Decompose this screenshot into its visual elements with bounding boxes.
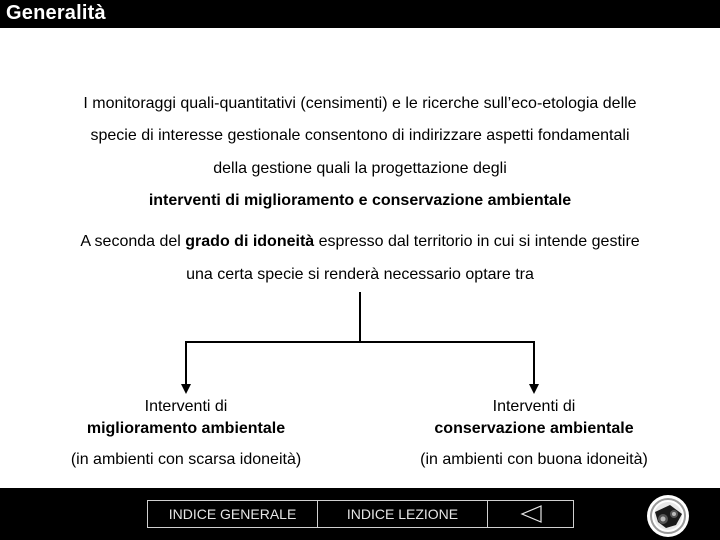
triangle-left-icon xyxy=(520,504,544,524)
footer-bar xyxy=(0,488,720,540)
intro-highlight: interventi di miglioramento e conservazione ambientale xyxy=(148,192,572,209)
branch-title: Interventi di xyxy=(492,398,576,415)
choice-highlight: grado di idoneità xyxy=(185,233,315,250)
index-lesson-label: INDICE LEZIONE xyxy=(346,506,459,522)
branch-title: Interventi di xyxy=(144,398,228,415)
arrow-down-icon xyxy=(529,384,539,394)
intro-line-1: I monitoraggi quali-quantitativi (censimenti) e le ricerche sull’eco-etologia delle xyxy=(83,95,637,112)
branch-subtitle: conservazione ambientale xyxy=(434,420,634,437)
index-lesson-button[interactable] xyxy=(317,500,488,528)
choice-text-pre: A seconda del xyxy=(80,233,186,250)
branch-miglioramento xyxy=(36,396,336,471)
branch-note: (in ambienti con scarsa idoneità) xyxy=(70,451,302,468)
binoculars-logo-icon xyxy=(646,494,690,538)
branch-conservazione xyxy=(384,396,684,471)
intro-line-3: della gestione quali la progettazione degli xyxy=(213,160,507,177)
branch-note: (in ambienti con buona idoneità) xyxy=(420,451,648,468)
index-general-button[interactable] xyxy=(147,500,318,528)
arrow-down-icon xyxy=(181,384,191,394)
page-title: Generalità xyxy=(6,2,106,24)
choice-line-2: una certa specie si renderà necessario optare tra xyxy=(186,266,534,283)
branch-subtitle: miglioramento ambientale xyxy=(86,420,286,437)
index-general-label: INDICE GENERALE xyxy=(168,506,297,522)
choice-text-post: espresso dal territorio in cui si intende gestire xyxy=(314,233,640,250)
intro-line-2: specie di interesse gestionale consentono di indirizzare aspetti fondamentali xyxy=(90,127,630,144)
back-button[interactable] xyxy=(487,500,574,528)
